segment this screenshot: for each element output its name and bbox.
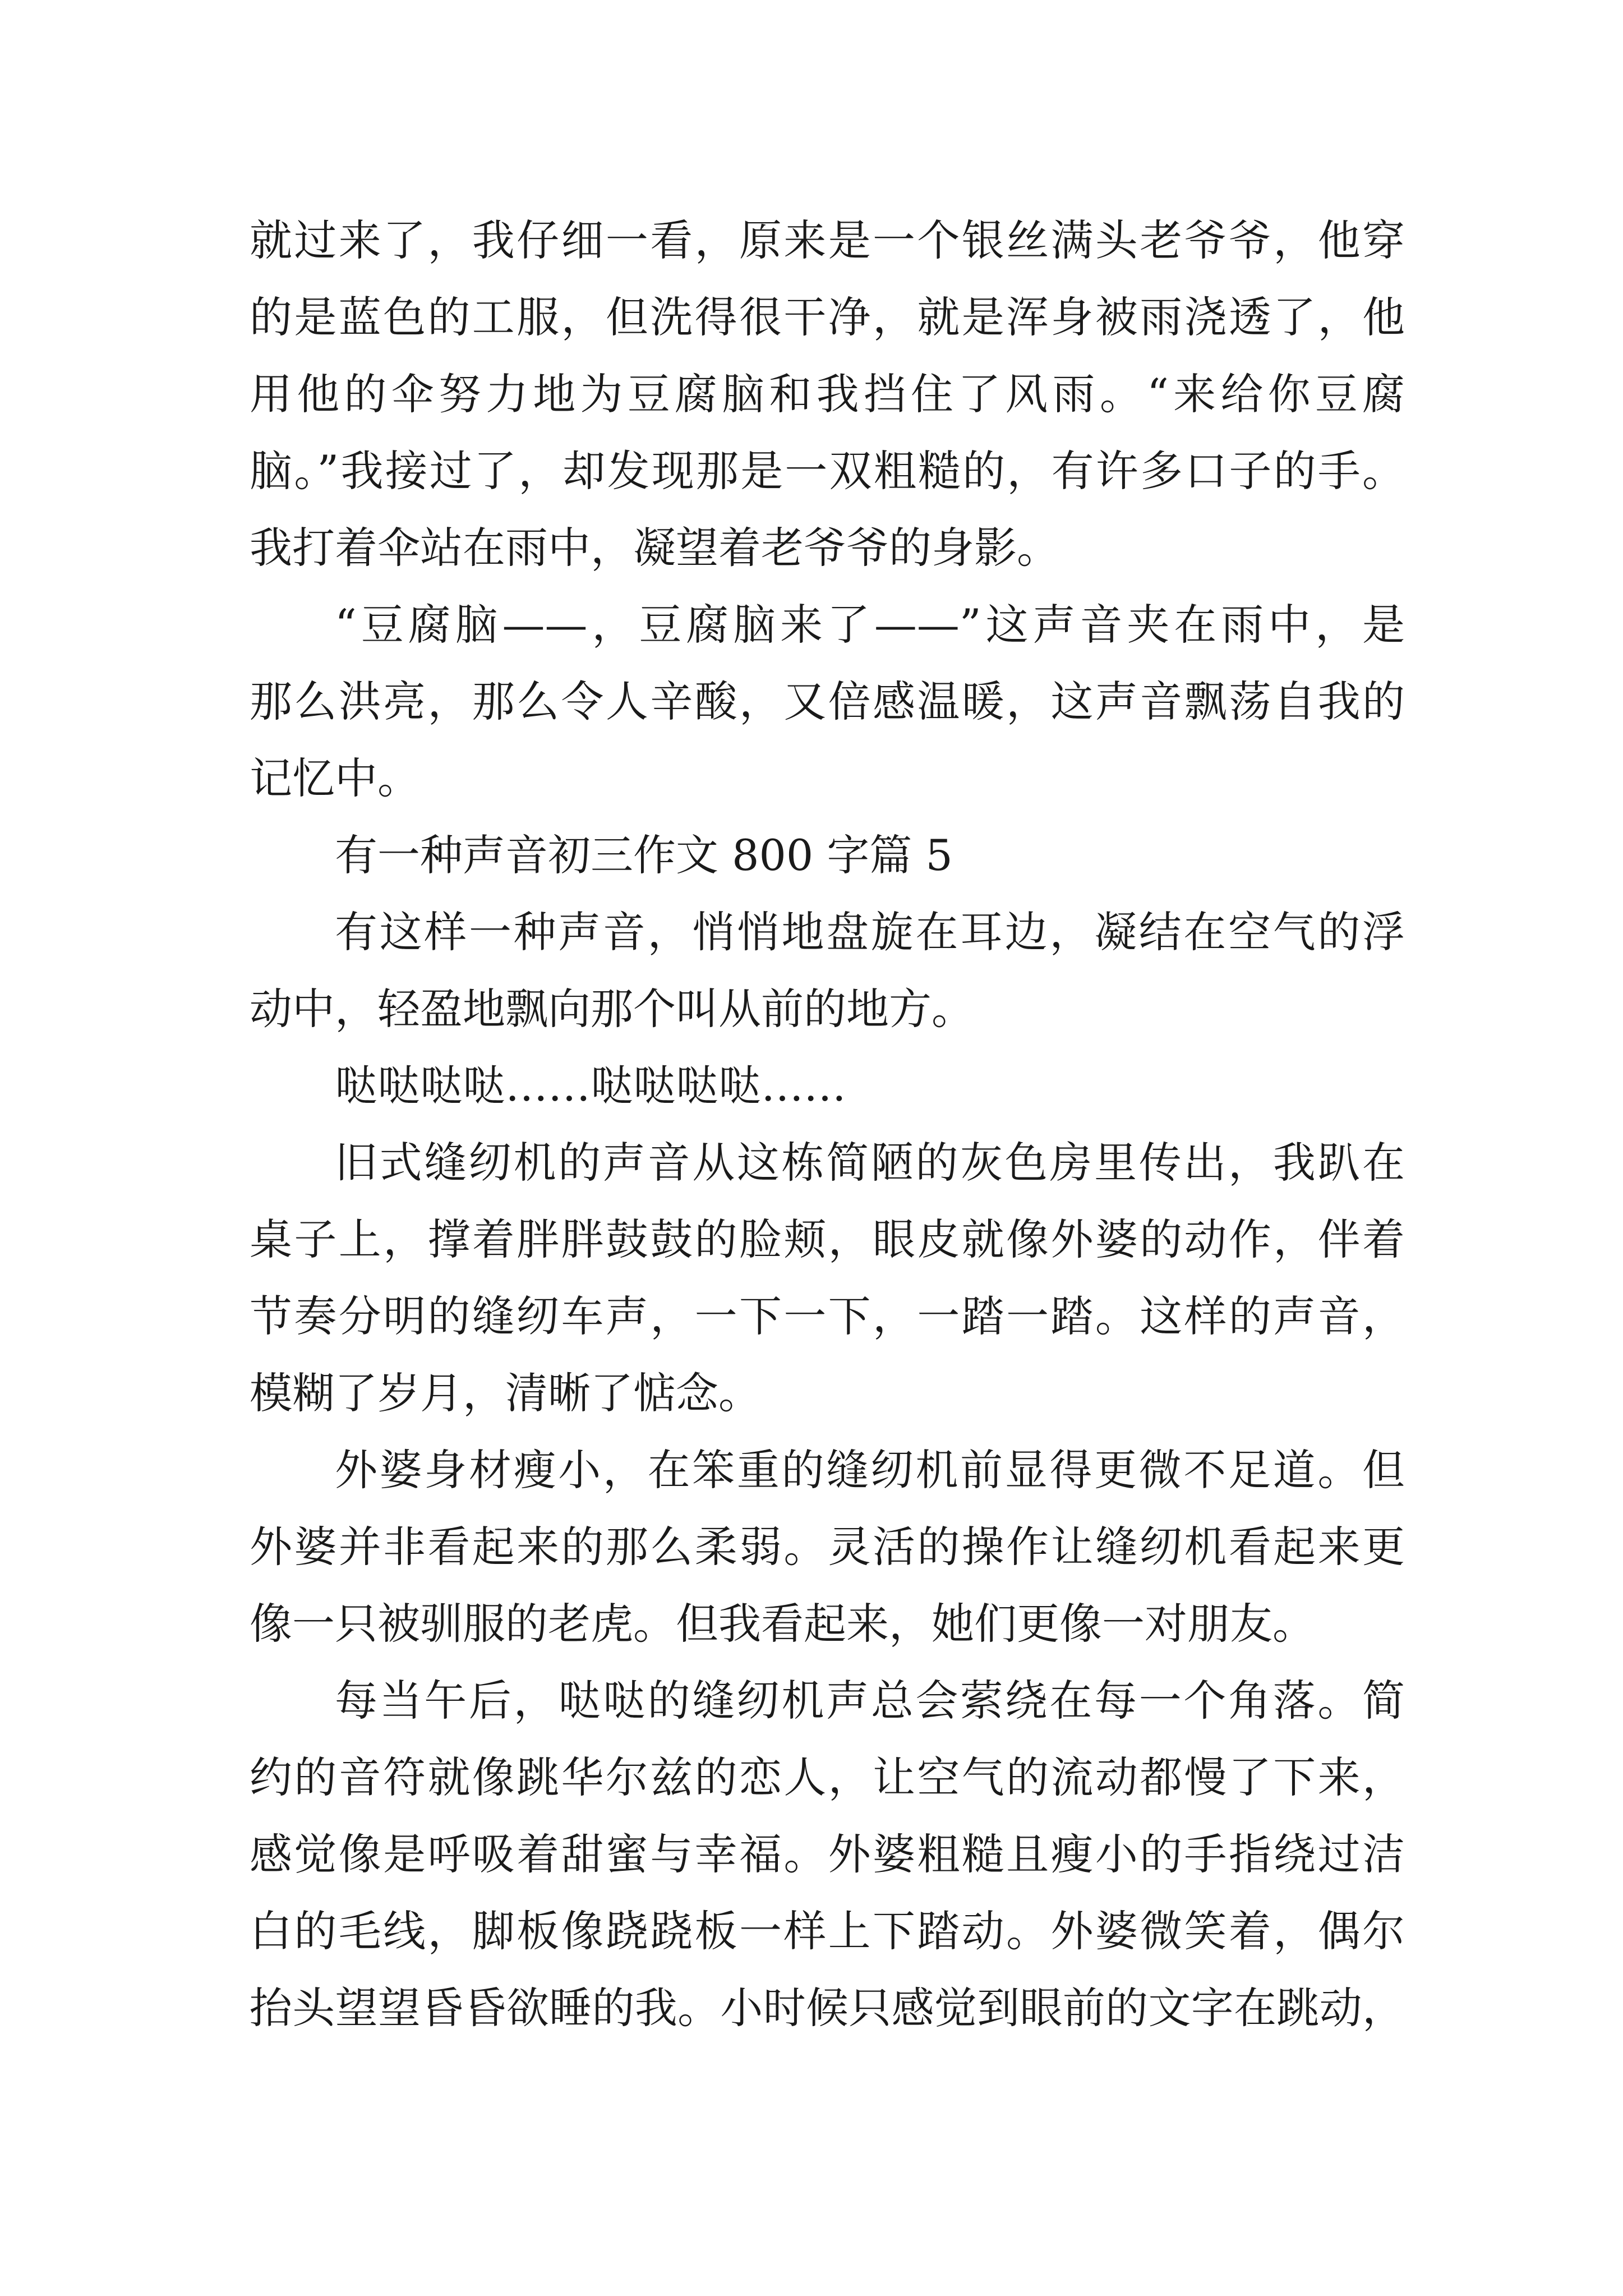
text-line: 记忆中。	[250, 753, 420, 803]
text-line: 抬头望望昏昏欲睡的我。小时候只感觉到眼前的文字在跳动，	[250, 1983, 1405, 2033]
text-line: 的是蓝色的工服，但洗得很干净，就是浑身被雨浇透了，他	[250, 292, 1405, 342]
text-line: 约的音符就像跳华尔兹的恋人，让空气的流动都慢了下来，	[250, 1752, 1405, 1802]
text-line: 感觉像是呼吸着甜蜜与幸福。外婆粗糙且瘦小的手指绕过洁	[250, 1829, 1405, 1879]
text-line: “豆腐脑——，豆腐脑来了——”这声音夹在雨中，是	[335, 600, 1405, 650]
text-line: 外婆身材瘦小，在笨重的缝纫机前显得更微不足道。但	[335, 1445, 1405, 1495]
text-line: 模糊了岁月，清晰了惦念。	[250, 1368, 761, 1418]
text-line: 动中，轻盈地飘向那个叫从前的地方。	[250, 984, 974, 1034]
text-line: 用他的伞努力地为豆腐脑和我挡住了风雨。“来给你豆腐	[250, 369, 1405, 419]
text-line: 就过来了，我仔细一看，原来是一个银丝满头老爷爷，他穿	[250, 215, 1405, 265]
text-line: 外婆并非看起来的那么柔弱。灵活的操作让缝纫机看起来更	[250, 1522, 1405, 1572]
text-line: 脑。”我接过了，却发现那是一双粗糙的，有许多口子的手。	[250, 446, 1405, 496]
text-line: 有这样一种声音，悄悄地盘旋在耳边，凝结在空气的浮	[335, 907, 1405, 957]
text-line: 白的毛线，脚板像跷跷板一样上下踏动。外婆微笑着，偶尔	[250, 1906, 1405, 1956]
text-line: 我打着伞站在雨中，凝望着老爷爷的身影。	[250, 523, 1059, 573]
section-heading: 有一种声音初三作文 800 字篇 5	[335, 830, 953, 880]
text-line: 那么洪亮，那么令人辛酸，又倍感温暖，这声音飘荡自我的	[250, 677, 1405, 726]
text-line: 节奏分明的缝纫车声，一下一下，一踏一踏。这样的声音，	[250, 1291, 1405, 1341]
text-line: 像一只被驯服的老虎。但我看起来，她们更像一对朋友。	[250, 1599, 1315, 1649]
article-body	[250, 202, 1405, 2046]
text-line: 桌子上，撑着胖胖鼓鼓的脸颊，眼皮就像外婆的动作，伴着	[250, 1214, 1405, 1264]
text-line: 每当午后，哒哒的缝纫机声总会萦绕在每一个角落。简	[335, 1676, 1405, 1726]
text-line: 旧式缝纫机的声音从这栋简陋的灰色房里传出，我趴在	[335, 1138, 1405, 1188]
text-line: 哒哒哒哒……哒哒哒哒……	[335, 1061, 846, 1111]
